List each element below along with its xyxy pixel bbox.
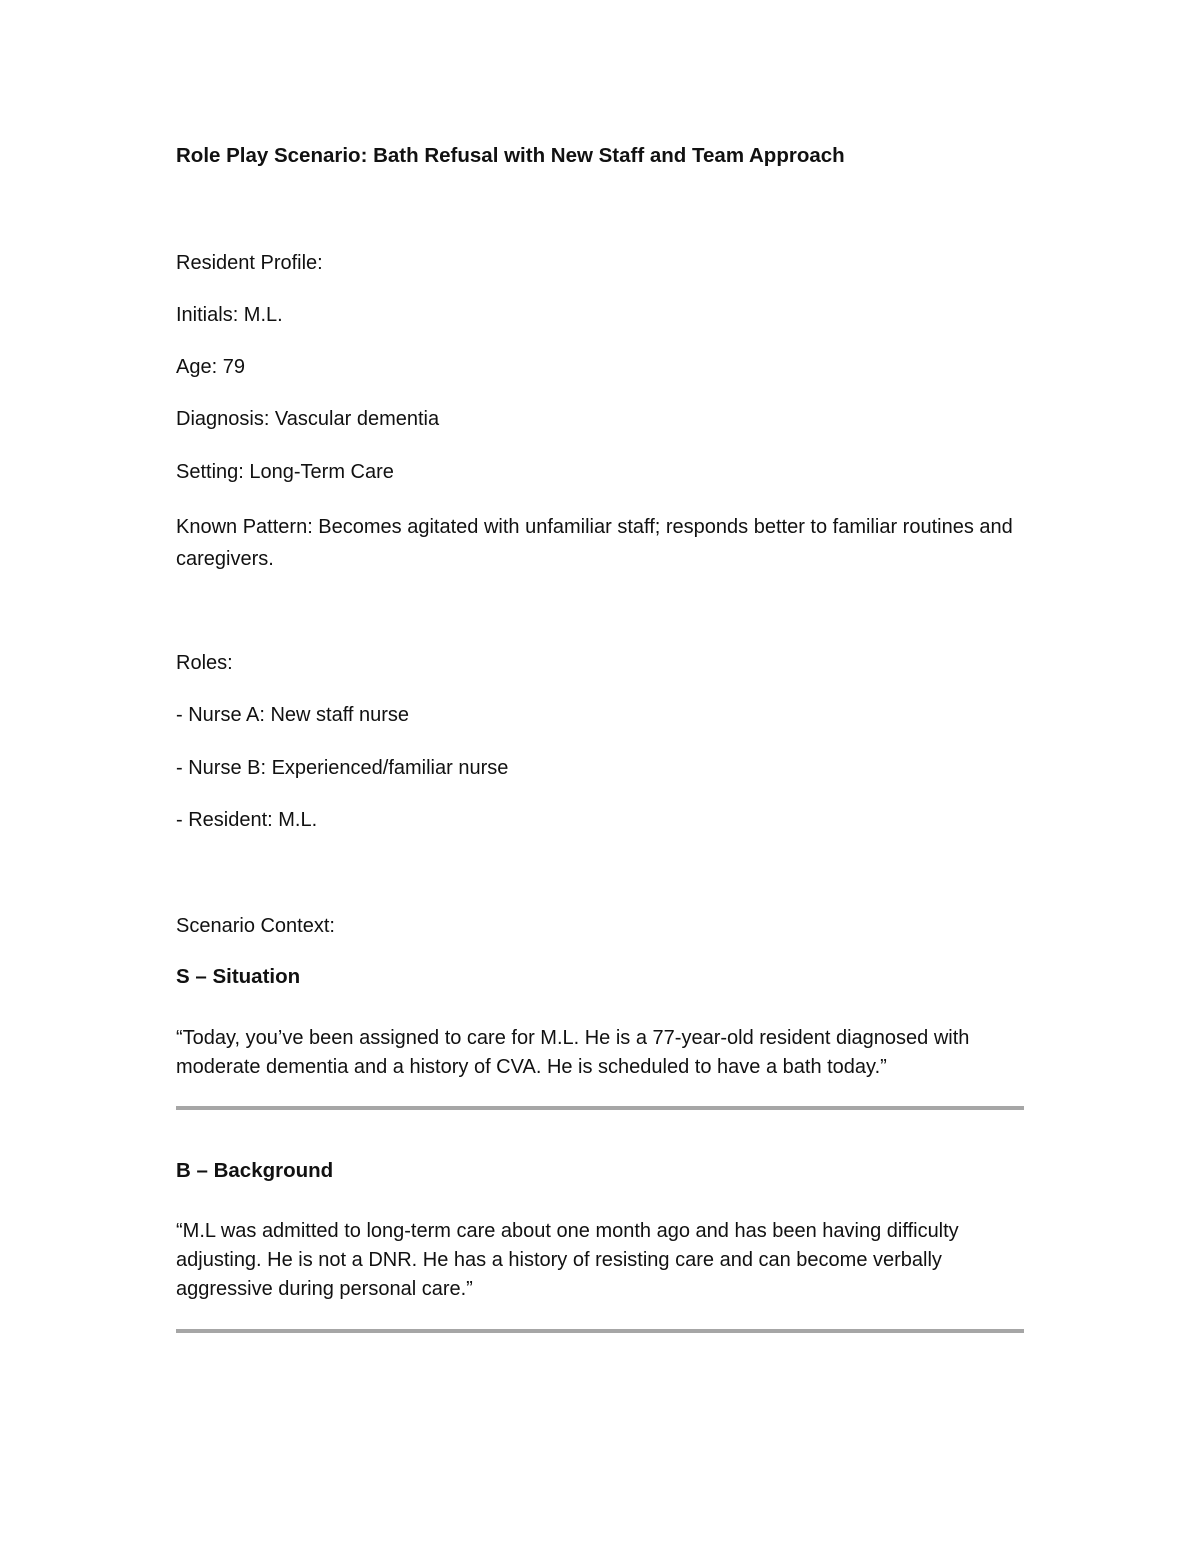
scenario-context-heading: Scenario Context:	[176, 915, 335, 937]
document-title: Role Play Scenario: Bath Refusal with New Staff and Team Approach	[176, 144, 845, 167]
role-item-nurse-a: - Nurse A: New staff nurse	[176, 704, 410, 726]
profile-diagnosis: Diagnosis: Vascular dementia	[176, 408, 440, 430]
profile-known-pattern: Known Pattern: Becomes agitated with unfamiliar staff; responds better to familiar routines and caregivers.	[176, 516, 1013, 570]
role-item-resident: - Resident: M.L.	[176, 809, 318, 831]
section-divider	[176, 1329, 1024, 1333]
role-item-nurse-b: - Nurse B: Experienced/familiar nurse	[176, 757, 509, 779]
profile-setting: Setting: Long-Term Care	[176, 461, 394, 483]
situation-heading: S – Situation	[176, 965, 301, 988]
roles-heading: Roles:	[176, 652, 233, 674]
background-text: “M.L was admitted to long-term care about one month ago and has been having difficulty adjusting. He is not a DNR. He has a history of resisting care and can become verbally aggressive during personal care.”	[176, 1220, 959, 1300]
profile-age: Age: 79	[176, 356, 245, 378]
background-heading: B – Background	[176, 1159, 334, 1182]
situation-text: “Today, you’ve been assigned to care for M.L. He is a 77-year-old resident diagnosed with moderate dementia and a history of CVA. He is scheduled to have a bath today.”	[176, 1027, 970, 1078]
profile-initials: Initials: M.L.	[176, 304, 283, 326]
section-divider	[176, 1106, 1024, 1110]
resident-profile-heading: Resident Profile:	[176, 252, 323, 274]
